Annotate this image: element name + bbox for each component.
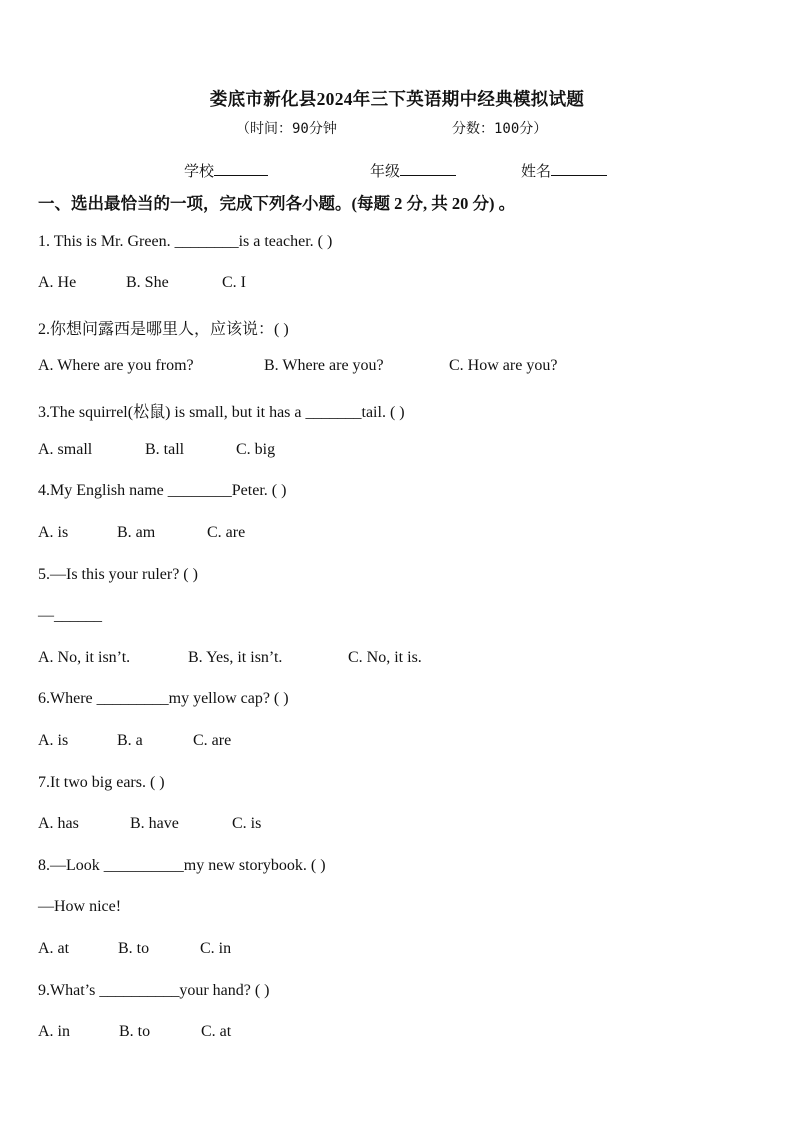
name-blank — [551, 160, 607, 176]
question-options — [38, 441, 275, 459]
option: B. to — [118, 940, 150, 957]
grade-field — [370, 160, 456, 181]
question-reply: —How nice! — [38, 898, 122, 915]
option: B. to — [119, 1023, 151, 1040]
option: A. is — [38, 732, 69, 749]
option: A. He — [38, 274, 77, 291]
question-options — [38, 940, 231, 958]
option: A. is — [38, 524, 69, 541]
question-options — [38, 649, 422, 667]
question-options — [38, 815, 261, 833]
question-stem: 8.—Look __________my new storybook. ( ) — [38, 857, 326, 874]
question-options — [38, 274, 246, 292]
question-stem: 5.—Is this your ruler? ( ) — [38, 566, 198, 583]
option: C. How are you? — [449, 357, 558, 374]
question-stem: 2.你想问露西是哪里人，应该说：( ) — [38, 321, 289, 338]
grade-blank — [400, 160, 456, 176]
question-stem: 9.What’s __________your hand? ( ) — [38, 982, 270, 999]
question-stem: 1. This is Mr. Green. ________is a teacher. ( ) — [38, 233, 333, 250]
option: B. am — [117, 524, 156, 541]
option: B. have — [130, 815, 179, 832]
school-field — [184, 160, 268, 181]
option: A. has — [38, 815, 79, 832]
school-blank — [214, 160, 268, 176]
question-reply: —______ — [38, 607, 102, 624]
grade-label: 年级 — [370, 164, 401, 180]
question-options — [38, 357, 557, 375]
question-options — [38, 524, 245, 542]
question-stem: 3.The squirrel(松鼠) is small, but it has a _______tail. ( ) — [38, 404, 405, 421]
option: A. Where are you from? — [38, 357, 194, 374]
option: C. in — [200, 940, 232, 957]
exam-time: （时间：90分钟 — [236, 121, 337, 137]
school-label: 学校 — [184, 164, 215, 180]
question-stem: 7.It two big ears. ( ) — [38, 774, 165, 791]
exam-score: 分数：100分） — [452, 121, 548, 137]
option: C. are — [193, 732, 232, 749]
question-options — [38, 1023, 231, 1041]
question-stem: 6.Where _________my yellow cap? ( ) — [38, 690, 289, 707]
option: A. at — [38, 940, 70, 957]
option: B. She — [126, 274, 169, 291]
option: A. No, it isn’t. — [38, 649, 131, 666]
option: C. is — [232, 815, 262, 832]
option: C. big — [236, 441, 276, 458]
question-options — [38, 732, 231, 750]
section-heading: 一、选出最恰当的一项，完成下列各小题。(每题 2 分, 共 20 分) 。 — [38, 194, 516, 213]
name-label: 姓名 — [521, 164, 552, 180]
exam-title: 娄底市新化县2024年三下英语期中经典模拟试题 — [209, 89, 585, 109]
option: A. small — [38, 441, 93, 458]
option: C. No, it is. — [348, 649, 422, 666]
question-stem: 4.My English name ________Peter. ( ) — [38, 482, 287, 499]
option: B. tall — [145, 441, 185, 458]
option: C. are — [207, 524, 246, 541]
name-field — [521, 160, 607, 181]
option: B. Where are you? — [264, 357, 384, 374]
option: C. I — [222, 274, 246, 291]
option: B. Yes, it isn’t. — [188, 649, 283, 666]
option: B. a — [117, 732, 143, 749]
option: A. in — [38, 1023, 70, 1040]
option: C. at — [201, 1023, 232, 1040]
